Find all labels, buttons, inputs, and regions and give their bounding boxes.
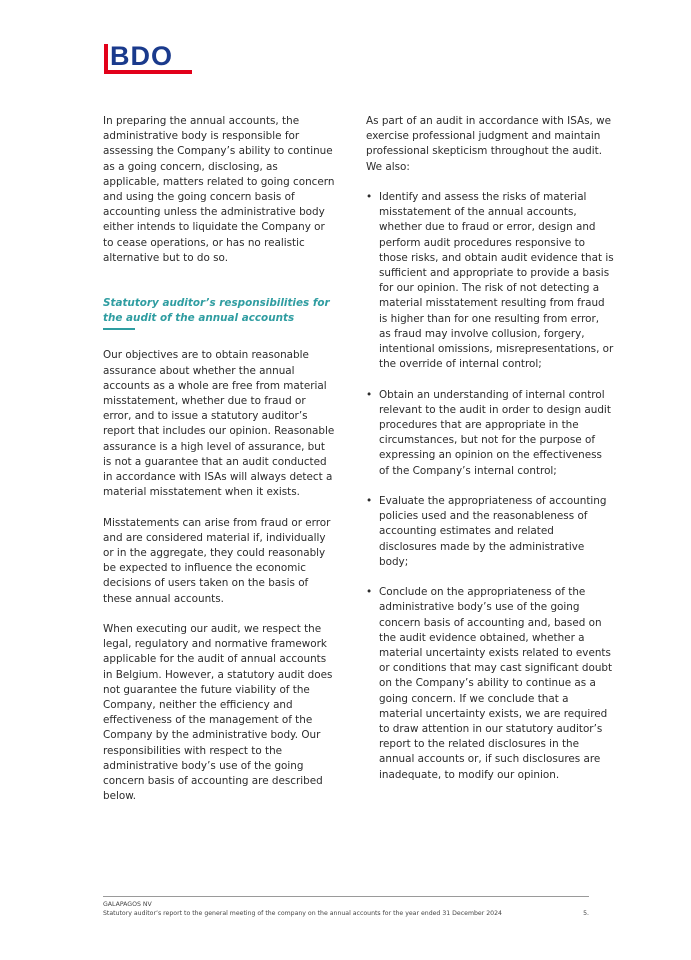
left-column bbox=[103, 114, 335, 805]
page-footer bbox=[103, 900, 589, 918]
right-column bbox=[366, 114, 614, 783]
list-item-text: Conclude on the appropriateness of the administrative body’s use of the going concern basis of accounting and, based on the audit evidence obtained, whether a material uncertainty exists related to events or conditions that may cast significant doubt on the Company’s ability to continue as a going concern. If we conclude that a material uncertainty exists, we are required to draw attention in our statutory auditor’s report to the related disclosures in the annual accounts or, if such disclosures are inadequate, to modify our opinion. bbox=[379, 586, 613, 781]
bullet-icon: • bbox=[366, 388, 373, 401]
responsibilities-list bbox=[366, 190, 614, 783]
list-item-text: Identify and assess the risks of material misstatement of the annual accounts, whether due to fraud or error, design and perform audit procedures responsive to those risks, and obtain audit evidence that is sufficient and appropriate to provide a basis for our opinion. The risk of not detecting a material misstatement resulting from fraud is higher than for one resulting from error, as fraud may involve collusion, forgery, intentional omissions, misrepresentations, or the override of internal control; bbox=[379, 191, 614, 371]
list-item-text: Obtain an understanding of internal control relevant to the audit in order to design audit procedures that are appropriate in the circumstances, but not for the purpose of expressing an opinion on the effectiveness of the Company’s internal control; bbox=[379, 388, 611, 477]
bullet-icon: • bbox=[366, 191, 373, 203]
list-item-text: Evaluate the appropriateness of accounting policies used and the reasonableness of accounting estimates and related disclosures made by the administrative body; bbox=[379, 495, 607, 568]
bullet-icon: • bbox=[366, 495, 373, 508]
footer-description: Statutory auditor’s report to the general meeting of the company on the annual accounts for the year ended 31 December 2024 bbox=[103, 910, 502, 917]
footer-divider bbox=[103, 896, 589, 897]
heading-underline bbox=[103, 328, 135, 330]
list-item bbox=[366, 494, 614, 570]
footer-company: GALAPAGOS NV bbox=[103, 901, 152, 908]
page-number: 5. bbox=[583, 910, 589, 917]
logo-text: BDO bbox=[110, 41, 173, 71]
logo-red-bar-vertical bbox=[104, 44, 108, 74]
list-item bbox=[366, 585, 614, 783]
misstatements-paragraph: Misstatements can arise from fraud or error and are considered material if, individually or in the aggregate, they could reasonably be expected to influence the economic decisions of users taken on the basis of these annual accounts. bbox=[103, 516, 331, 605]
isa-intro-paragraph: As part of an audit in accordance with ISAs, we exercise professional judgment and maintain professional skepticism throughout the audit. We also: bbox=[366, 115, 612, 173]
audit-framework-paragraph: When executing our audit, we respect the legal, regulatory and normative framework applicable for the audit of annual accounts in Belgium. However, a statutory audit does not guarantee the future viability of the Company, neither the efficiency and effectiveness of the management of the Company by the administrative body. Our responsibilities with respect to the administrative body’s use of the going concern basis of accounting are described below. bbox=[103, 623, 333, 803]
section-heading: Statutory auditor’s responsibilities for the audit of the annual accounts bbox=[103, 297, 330, 325]
bdo-logo bbox=[104, 40, 196, 76]
list-item bbox=[366, 388, 614, 479]
bullet-icon: • bbox=[366, 586, 373, 599]
going-concern-paragraph: In preparing the annual accounts, the administrative body is responsible for assessing the Company’s ability to continue as a going concern, disclosing, as applicable, matters related to going concern and using the going concern basis of accounting unless the administrative body either intends to liquidate the Company or to cease operations, or has no realistic alternative but to do so. bbox=[103, 115, 335, 264]
objectives-paragraph: Our objectives are to obtain reasonable assurance about whether the annual accounts as a whole are free from material misstatement, whether due to fraud or error, and to issue a statutory auditor’s report that includes our opinion. Reasonable assurance is a high level of assurance, but is not a guarantee that an audit conducted in accordance with ISAs will always detect a material misstatement when it exists. bbox=[103, 349, 335, 499]
list-item bbox=[366, 190, 614, 372]
